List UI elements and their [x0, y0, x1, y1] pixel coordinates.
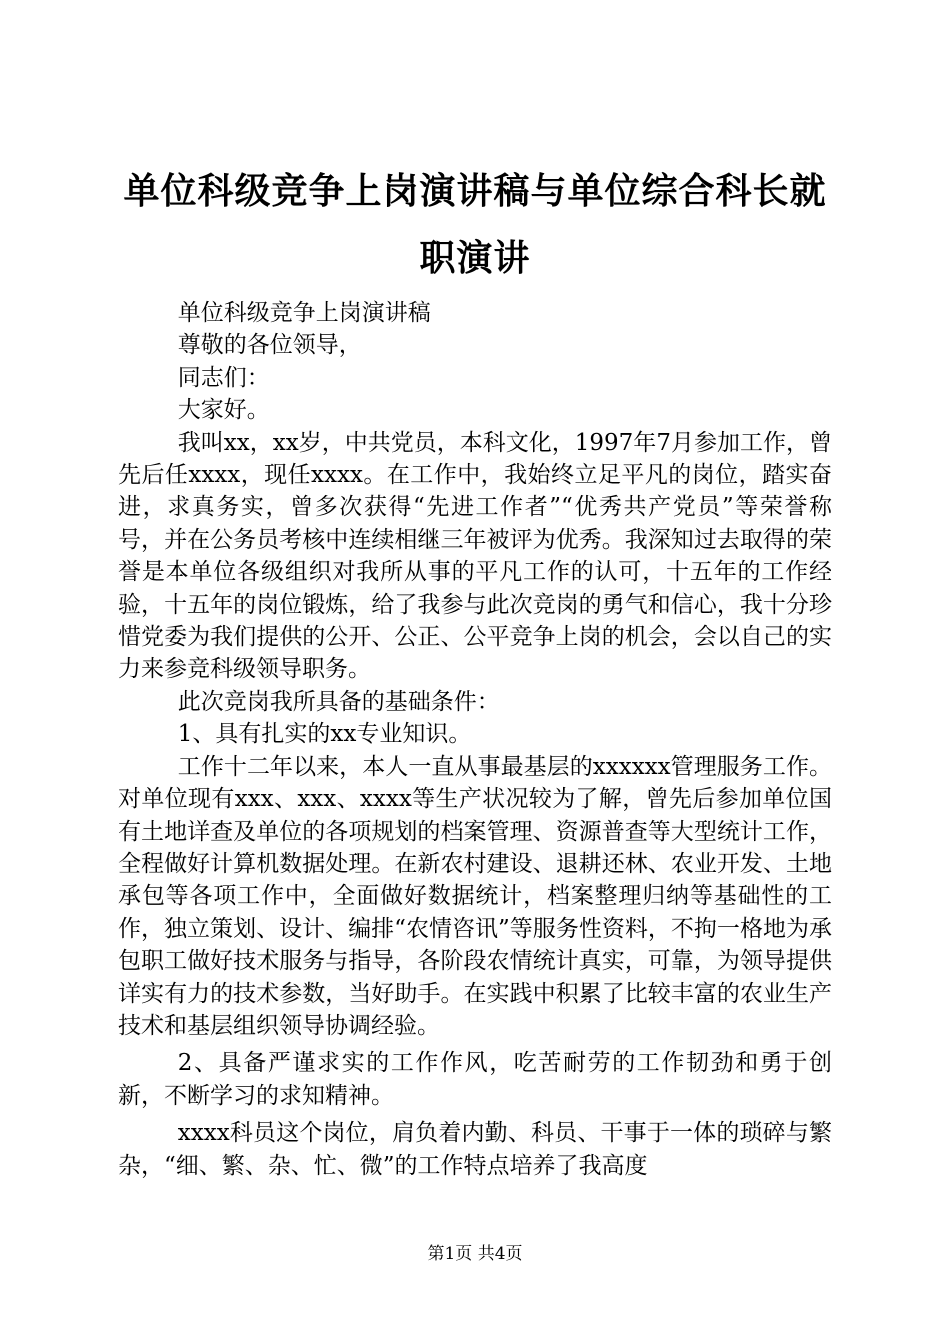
greeting-paragraph: 大家好。 [177, 397, 270, 424]
salutation-paragraph: 尊敬的各位领导， [177, 332, 362, 359]
body-paragraph: xxxx科员这个岗位，肩负着内勤、科员、干事于一体的琐碎与繁杂，“细、繁、杂、忙、微”的工作特点培养了我高度 [118, 1120, 832, 1179]
body-paragraph: 此次竞岗我所具备的基础条件： [177, 688, 500, 715]
salutation-paragraph: 同志们： [177, 364, 270, 391]
page-footer: 第1页 共4页 [427, 1244, 523, 1264]
document-title: 单位科级竞争上岗演讲稿与单位综合科长就职演讲 [123, 170, 827, 279]
document-body [118, 297, 832, 1182]
subtitle-paragraph: 单位科级竞争上岗演讲稿 [177, 300, 431, 326]
section-heading: 2、具备严谨求实的工作作风，吃苦耐劳的工作韧劲和勇于创新，不断学习的求知精神。 [118, 1050, 832, 1109]
body-paragraph: 我叫xx，xx岁，中共党员，本科文化，1997年7月参加工作，曾先后任xxxx，现任xxxx。在工作中，我始终立足平凡的岗位，踏实奋进，求真务实，曾多次获得“先进工作者”“优秀共产党员”等荣誉称号，并在公务员考核中连续相继三年被评为优秀。我深知过去取得的荣誉是本单位各级组织对我所从事的平凡工作的认可，十五年的工作经验，十五年的岗位锻炼，给了我参与此次竞岗的勇气和信心，我十分珍惜党委为我们提供的公开、公正、公平竞争上岗的机会，会以自己的实力来参竞科级领导职务。 [118, 429, 832, 683]
section-heading: 1、具有扎实的xx专业知识。 [177, 721, 472, 748]
body-paragraph: 工作十二年以来，本人一直从事最基层的xxxxxx管理服务工作。对单位现有xxx、xxx、xxxx等生产状况较为了解，曾先后参加单位国有土地详查及单位的各项规划的档案管理、资源普查等大型统计工作，全程做好计算机数据处理。在新农村建设、退耕还林、农业开发、土地承包等各项工作中，全面做好数据统计，档案整理归纳等基础性的工作，独立策划、设计、编排“农情咨讯”等服务性资料，不拘一格地为承包职工做好技术服务与指导，各阶段农情统计真实，可靠，为领导提供详实有力的技术参数，当好助手。在实践中积累了比较丰富的农业生产技术和基层组织领导协调经验。 [118, 753, 832, 1039]
